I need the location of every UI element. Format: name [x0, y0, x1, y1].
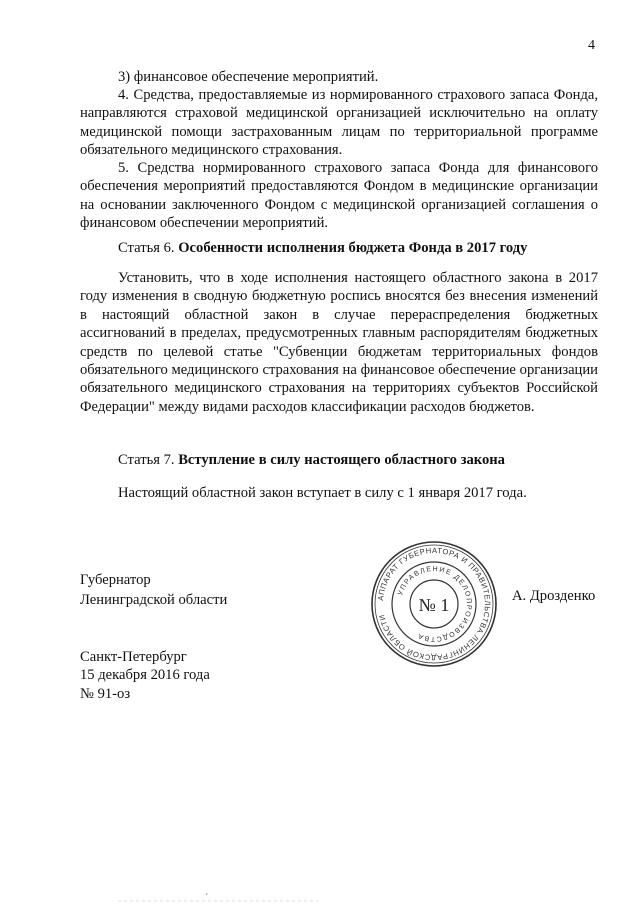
signatory-title — [80, 570, 227, 610]
article-6-title: Особенности исполнения бюджета Фонда в 2017 году — [178, 240, 528, 256]
law-number: № 91-оз — [80, 685, 131, 702]
signatory-title-line1: Губернатор — [80, 572, 151, 588]
stamp-center-number: № 1 — [418, 595, 450, 615]
place-and-date — [80, 648, 210, 703]
paragraph-3: 3) финансовое обеспечение мероприятий. — [118, 69, 379, 85]
article-7-title: Вступление в силу настоящего областного закона — [178, 452, 505, 468]
paragraph-5: 5. Средства нормированного страхового запаса Фонда для финансового обеспечения мероприятий предоставляются Фондом в медицинские организации на основании заключенного Фондом с медицинской организацией соглашения о финансовом обеспечении мероприятий. — [80, 160, 598, 232]
signatory-title-line2: Ленинградской области — [80, 592, 228, 608]
article-7-heading — [118, 452, 505, 469]
article-6-body: Установить, что в ходе исполнения настоящего областного закона в 2017 году изменения в сводную бюджетную роспись вносятся без внесения изменений в настоящий областной закон в случае перераспределения бюджетных ассигнований в пределах, предусмотренных главным распорядителям бюджетных средств по целевой статье "Субвенции бюджетам территориальных фондов обязательного медицинского страхования на финансовое обеспечение организации обязательного медицинского страхования на территориях субъектов Российской Федерации" между видами расходов классификации расходов бюджетов. — [80, 270, 598, 415]
official-stamp — [368, 538, 500, 670]
article-6-heading — [118, 240, 527, 257]
signatory-name: А. Дрозденко — [512, 588, 596, 604]
stamp-inner-text: УПРАВЛЕНИЕ ДЕЛОПРОИЗВОДСТВА — [397, 565, 473, 643]
article-7-body: Настоящий областной закон вступает в силу с 1 января 2017 года. — [118, 485, 527, 501]
stamp-outer-text: АППАРАТ ГУБЕРНАТОРА И ПРАВИТЕЛЬСТВА ЛЕНИНГРАДСКОЙ ОБЛАСТИ — [376, 545, 493, 663]
paragraph-4: 4. Средства, предоставляемые из нормированного страхового запаса Фонда, направляются страховой медицинской организацией исключительно на оплату медицинской помощи застрахованным лицам по территориальной программе обязательного медицинского страхования. — [80, 87, 598, 159]
article-7-prefix: Статья 7. — [118, 452, 179, 468]
page-number: 4 — [588, 38, 595, 53]
article-6-prefix: Статья 6. — [118, 240, 179, 256]
date: 15 декабря 2016 года — [80, 667, 210, 684]
footer-scan-marks — [118, 893, 318, 903]
city: Санкт-Петербург — [80, 649, 187, 665]
